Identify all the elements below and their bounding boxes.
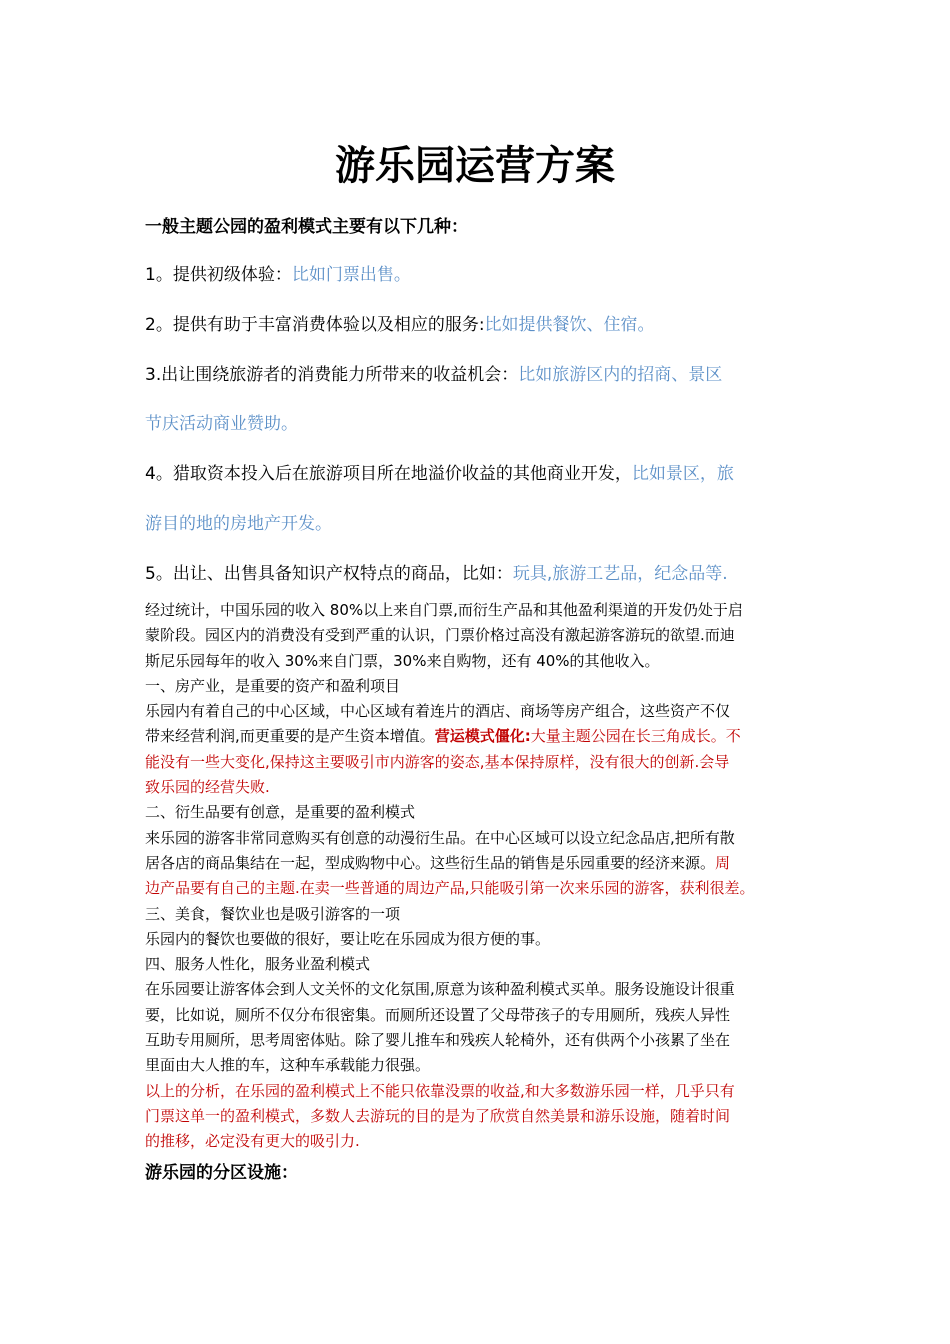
item-detail: 比如提供餐饮、住宿。	[484, 315, 655, 335]
list-item	[145, 362, 722, 388]
highlight-text: 周	[715, 853, 731, 872]
item-lead: 2。提供有助于丰富消费体验以及相应的服务:	[145, 315, 485, 335]
item-detail: 玩具,旅游工艺品，纪念品等.	[512, 564, 728, 584]
paragraph-line	[145, 851, 825, 876]
item-detail: 比如景区，旅	[631, 464, 734, 484]
paragraph-line: 斯尼乐园每年的收入 30%来自门票，30%来自购物，还有 40%的其他收入。	[145, 651, 660, 670]
list-item	[145, 312, 655, 338]
item-detail: 比如旅游区内的招商、景区	[518, 365, 723, 385]
list-item	[145, 262, 411, 288]
item-lead: 4。猎取资本投入后在旅游项目所在地溢价收益的其他商业开发，	[145, 464, 632, 484]
text-run: 带来经营利润,而更重要的是产生资本增值。	[145, 727, 435, 746]
intro-heading: 一般主题公园的盈利模式主要有以下几种：	[145, 217, 468, 237]
paragraph-line: 能没有一些大变化,保持这主要吸引市内游客的姿态,基本保持原样，没有很大的创新.会导	[145, 752, 730, 771]
item-lead: 3.出让围绕旅游者的消费能力所带来的收益机会：	[145, 365, 519, 385]
paragraph-line: 边产品要有自己的主题.在卖一些普通的周边产品,只能吸引第一次来乐园的游客，获利很差。	[145, 879, 755, 898]
paragraph-line: 互助专用厕所，思考周密体贴。除了婴儿推车和残疾人轮椅外，还有供两个小孩累了坐在	[145, 1031, 731, 1050]
item-detail: 比如门票出售。	[291, 265, 411, 285]
conclusion-line: 的推移，必定没有更大的吸引力.	[145, 1132, 360, 1151]
conclusion-line: 门票这单一的盈利模式，多数人去游玩的目的是为了欣赏自然美景和游乐设施，随着时间	[145, 1106, 731, 1125]
highlight-label: 营运模式僵化:	[434, 727, 531, 746]
highlight-text: 大量主题公园在长三角成长。不	[530, 727, 741, 746]
paragraph-line: 乐园内的餐饮也要做的很好，要让吃在乐园成为很方便的事。	[145, 929, 551, 948]
paragraph-line: 要，比如说，厕所不仅分布很密集。而厕所还设置了父母带孩子的专用厕所，残疾人异性	[145, 1005, 731, 1024]
analysis-text	[145, 598, 825, 1155]
item-detail-continued: 节庆活动商业赞助。	[145, 414, 298, 434]
section-heading: 二、衍生品要有创意，是重要的盈利模式	[145, 803, 416, 822]
paragraph-line: 蒙阶段。园区内的消费没有受到严重的认识，门票价格过高没有激起游客游玩的欲望.而迪	[145, 626, 735, 645]
conclusion-line: 以上的分析，在乐园的盈利模式上不能只依靠没票的收益,和大多数游乐园一样，几乎只有	[145, 1081, 735, 1100]
item-detail-continued: 游目的地的房地产开发。	[145, 514, 332, 534]
paragraph-line: 来乐园的游客非常同意购买有创意的动漫衍生品。在中心区域可以设立纪念品店,把所有散	[145, 828, 735, 847]
section-heading: 四、服务人性化，服务业盈利模式	[145, 955, 371, 974]
paragraph-line: 里面由大人推的车，这种车承载能力很强。	[145, 1056, 431, 1075]
section-heading: 三、美食，餐饮业也是吸引游客的一项	[145, 904, 401, 923]
paragraph-line: 在乐园要让游客体会到人文关怀的文化氛围,原意为该种盈利模式买单。服务设施设计很重	[145, 980, 735, 999]
paragraph-line: 经过统计，中国乐园的收入 80%以上来自门票,而衍生产品和其他盈利渠道的开发仍处于启	[145, 601, 743, 619]
item-lead: 1。提供初级体验：	[145, 265, 292, 285]
list-item	[145, 561, 728, 587]
page-title: 游乐园运营方案	[335, 143, 615, 189]
item-lead: 5。出让、出售具备知识产权特点的商品，比如：	[145, 564, 513, 584]
section-heading: 一、房产业，是重要的资产和盈利项目	[145, 676, 401, 695]
paragraph-line	[145, 724, 825, 749]
text-run: 居各店的商品集结在一起，型成购物中心。这些衍生品的销售是乐园重要的经济来源。	[145, 853, 716, 872]
list-item	[145, 461, 734, 487]
paragraph-line: 乐园内有着自己的中心区域，中心区域有着连片的酒店、商场等房产组合，这些资产不仅	[145, 702, 731, 721]
paragraph-line: 致乐园的经营失败.	[145, 778, 270, 797]
zones-heading: 游乐园的分区设施：	[145, 1163, 298, 1183]
